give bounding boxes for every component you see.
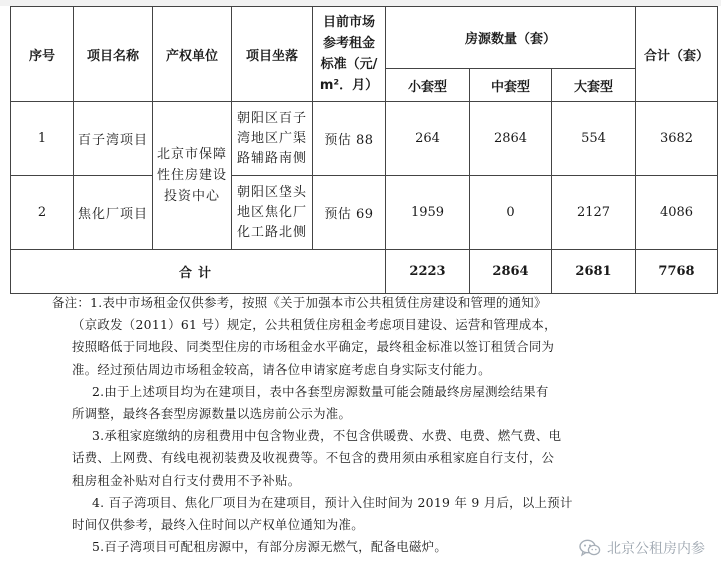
- totals-small: 2223: [386, 250, 470, 294]
- header-no: 序号: [11, 7, 74, 102]
- row-location: [232, 176, 313, 250]
- owner-line: 北京市保障: [157, 147, 228, 162]
- note-line: 2.由于上述项目均为在建项目，表中各套型房源数量可能会随最终房屋测绘结果有: [92, 383, 549, 399]
- header-total: 合计（套）: [636, 7, 718, 102]
- row-large: 554: [552, 102, 636, 176]
- header-row: [11, 7, 718, 69]
- header-units: 房源数量（套）: [386, 7, 636, 69]
- header-rent: [313, 7, 386, 102]
- header-medium: 中套型: [470, 69, 552, 102]
- table-row: [11, 176, 718, 250]
- row-total: 3682: [636, 102, 718, 176]
- row-medium: 0: [470, 176, 552, 250]
- location-line: 湾地区广渠: [236, 130, 307, 146]
- header-owner: 产权单位: [153, 7, 232, 102]
- header-rent-line: 标准（元/: [320, 57, 378, 72]
- row-medium: 2864: [470, 102, 552, 176]
- row-no: 2: [11, 176, 74, 250]
- header-rent-line: m²．月）: [319, 78, 379, 93]
- wechat-icon: [579, 539, 601, 557]
- header-location: 项目坐落: [232, 7, 313, 102]
- row-total: 4086: [636, 176, 718, 250]
- totals-medium: 2864: [470, 250, 552, 294]
- totals-large: 2681: [552, 250, 636, 294]
- totals-row: [11, 250, 718, 294]
- owner-line: 性住房建设: [157, 168, 228, 183]
- row-small: 264: [386, 102, 470, 176]
- header-name: 项目名称: [74, 7, 153, 102]
- location-line: 地区焦化厂: [236, 204, 307, 220]
- note-line: 话费、上网费、有线电视初装费及收视费等。不包含的费用须由承租家庭自行支付，公: [72, 450, 555, 466]
- watermark-text: 北京公租房内参: [607, 541, 705, 557]
- row-name: 焦化厂项目: [74, 176, 153, 250]
- location-line: 朝阳区百子: [236, 110, 307, 126]
- owner-cell: [153, 102, 232, 250]
- note-line: 5.百子湾项目可配租房源中，有部分房源无燃气，配备电磁炉。: [92, 539, 448, 555]
- header-small: 小套型: [386, 69, 470, 102]
- watermark: [579, 538, 705, 558]
- note-line: 按照略低于同地段、同类型住房的市场租金水平确定，最终租金标准以签订租赁合同为: [72, 339, 555, 355]
- row-location: [232, 102, 313, 176]
- header-rent-line: 目前市场: [322, 15, 375, 30]
- totals-total: 7768: [636, 250, 718, 294]
- row-rent: 预估 69: [313, 176, 386, 250]
- note-line: 时间仅供参考，最终入住时间以产权单位通知为准。: [72, 517, 364, 533]
- location-line: 朝阳区垡头: [236, 184, 307, 200]
- row-no: 1: [11, 102, 74, 176]
- header-rent-line: 参考租金: [322, 36, 375, 51]
- totals-label: 合计: [11, 250, 386, 294]
- notes-block: [52, 292, 672, 558]
- note-line: 备注：1.表中市场租金仅供参考，按照《关于加强本市公共租赁住房建设和管理的通知》: [52, 295, 547, 310]
- note-line: 3.承租家庭缴纳的房租费用中包含物业费，不包含供暖费、水费、电费、燃气费、电: [92, 428, 562, 444]
- note-line: 4. 百子湾项目、焦化厂项目为在建项目，预计入住时间为 2019 年 9 月后，以上预计: [92, 494, 573, 510]
- note-line: （京政发（2011）61 号）规定，公共租赁住房租金考虑项目建设、运营和管理成本，: [72, 317, 557, 333]
- note-line: 所调整，最终各套型房源数量以选房前公示为准。: [72, 406, 352, 422]
- housing-table: [10, 6, 718, 294]
- header-large: 大套型: [552, 69, 636, 102]
- owner-line: 投资中心: [163, 189, 220, 204]
- row-small: 1959: [386, 176, 470, 250]
- note-line: 租房租金补贴对自行支付费用不予补贴。: [72, 472, 301, 488]
- row-name: 百子湾项目: [74, 102, 153, 176]
- row-rent: 预估 88: [313, 102, 386, 176]
- row-large: 2127: [552, 176, 636, 250]
- note-line: 准。经过预估周边市场租金较高，请各位申请家庭考虑自身实际支付能力。: [72, 361, 491, 377]
- location-line: 路辅路南侧: [236, 150, 307, 166]
- location-line: 化工路北侧: [236, 224, 307, 240]
- table-row: [11, 102, 718, 176]
